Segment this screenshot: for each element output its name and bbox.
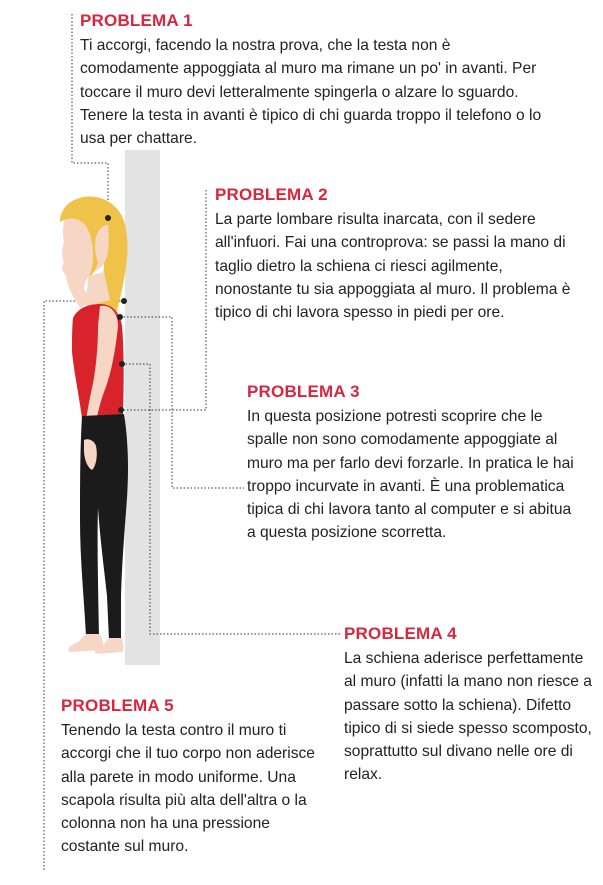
problem-4 [344, 624, 594, 787]
problem-2 [215, 185, 575, 324]
marker-dot-4 [119, 361, 125, 367]
problem-4-text: La schiena aderisce perfettamente al muro (infatti la mano non riesce a passare sotto la schiena). Difetto tipico di si siede spesso scomposto, soprattutto sul divano nelle ore di relax. [344, 650, 592, 784]
problem-3-title: PROBLEMA 3 [247, 382, 360, 401]
problem-3-text: In questa posizione potresti scoprire che le spalle non sono comodamente appoggiate al muro ma per farlo devi forzarle. In pratica le hai troppo incurvate in avanti. È una problematica tipica di chi lavora tanto al computer e si abitua a questa posizione scorretta. [247, 408, 574, 542]
wall [125, 150, 160, 665]
woman-figure [60, 196, 128, 654]
problem-2-title: PROBLEMA 2 [215, 185, 328, 204]
marker-dot-3 [117, 314, 123, 320]
problem-5-title: PROBLEMA 5 [61, 696, 174, 715]
problem-2-text: La parte lombare risulta inarcata, con il sedere all'infuori. Fai una controprova: se passi la mano di taglio dietro la schiena ci riesci agilmente, nonostante tu sia appoggiata al muro. Il problema è tipico di chi lavora spesso in piedi per ore. [215, 211, 571, 322]
marker-dot-2 [118, 407, 124, 413]
marker-dot-5 [121, 298, 127, 304]
problem-1 [80, 11, 550, 150]
problem-5-text: Tenendo la testa contro il muro ti accorgi che il tuo corpo non aderisce alla parete in modo uniforme. Una scapola risulta più alta dell'altra o la colonna non ha una pressione costante sul muro. [61, 722, 315, 856]
marker-dot-1 [105, 215, 111, 221]
problem-1-title: PROBLEMA 1 [80, 11, 193, 30]
problem-3 [247, 382, 577, 545]
problem-5 [61, 696, 321, 859]
problem-4-title: PROBLEMA 4 [344, 624, 457, 643]
problem-1-text: Ti accorgi, facendo la nostra prova, che la testa non è comodamente appoggiata al muro ma rimane un po' in avanti. Per toccare il muro devi letteralmente spingerla o alzare lo sguardo. Tenere la testa in avanti è tipico di chi guarda troppo il telefono o lo usa per chattare. [80, 37, 542, 148]
